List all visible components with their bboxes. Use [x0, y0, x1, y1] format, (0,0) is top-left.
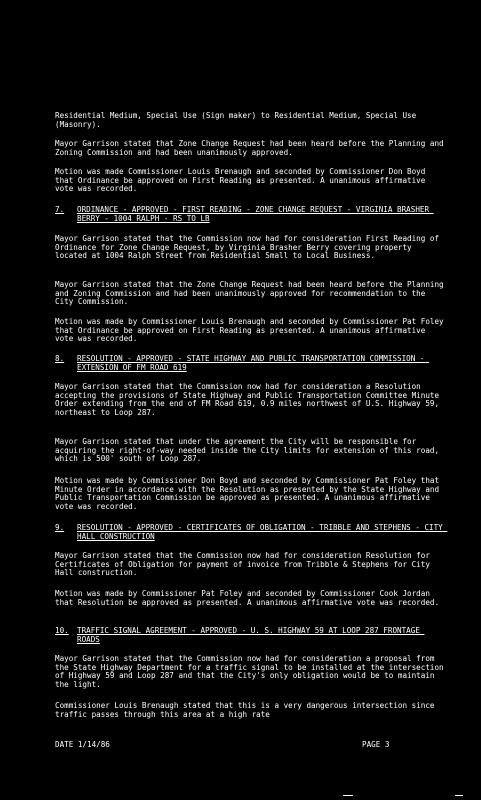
paragraph-mayor-statement: Mayor Garrison stated that under the agreement the City will be responsible for acquiring the right-of-way needed inside the City limits for extension of this road, which is 500' south of Loop 287. — [55, 437, 444, 464]
paragraph-motion: Motion was made by Commissioner Louis Brenaugh and seconded by Commissioner Pat Foley that Ordinance be approved on First Reading as presented. A unanimous affirmative vote was recorded. — [55, 317, 449, 344]
scan-speck — [455, 795, 463, 796]
footer-page-number: PAGE 3 — [362, 740, 390, 749]
paragraph-commissioner-statement: Commissioner Louis Brenaugh stated that this is a very dangerous intersection since traffic passes through this area at a high rate — [55, 701, 440, 719]
section-title: ORDINANCE - APPROVED - FIRST READING - ZONE CHANGE REQUEST - VIRGINIA BRASHER BERRY - 1004 RALPH - RS TO LB — [77, 205, 434, 223]
section-title: TRAFFIC SIGNAL AGREEMENT - APPROVED - U. S. HIGHWAY 59 AT LOOP 287 FRONTAGE ROADS — [77, 626, 425, 644]
paragraph-mayor-statement: Mayor Garrison stated that Zone Change Request had been heard before the Planning and Zoning Commission and had been unanimously approved. — [55, 139, 449, 157]
section-title: RESOLUTION - APPROVED - STATE HIGHWAY AND PUBLIC TRANSPORTATION COMMISSION - EXTENSION OF FM ROAD 619 — [77, 354, 430, 372]
section-number: 8. — [55, 354, 65, 363]
paragraph-motion: Motion was made by Commissioner Pat Foley and seconded by Commissioner Cook Jordan that Resolution be approved as presented. A unanimous affirmative vote was recorded. — [55, 589, 440, 607]
paragraph-mayor-statement: Mayor Garrison stated that the Commission now had for consideration Resolution for Certificates of Obligation for payment of invoice from Tribble & Stephens for City Hall construction. — [55, 551, 435, 578]
paragraph-zoning-carryover: Residential Medium, Special Use (Sign maker) to Residential Medium, Special Use (Masonry). — [55, 111, 421, 129]
section-number: 7. — [55, 205, 65, 214]
paragraph-mayor-statement: Mayor Garrison stated that the Commission now had for consideration a proposal from the State Highway Department for a traffic signal to be installed at the intersection of Highway 59 and Loop 287 and that the City's only obligation would be to maintain the light. — [55, 654, 449, 689]
section-number: 9. — [55, 523, 65, 532]
section-title: RESOLUTION - APPROVED - CERTIFICATES OF OBLIGATION - TRIBBLE AND STEPHENS - CITY HALL CONSTRUCTION — [77, 523, 448, 541]
paragraph-mayor-statement: Mayor Garrison stated that the Zone Change Request had been heard before the Planning and Zoning Commission and had been unanimously approved for recommendation to the City Commission. — [55, 280, 449, 307]
paragraph-mayor-statement: Mayor Garrison stated that the Commission now had for consideration a Resolution accepting the provisions of State Highway and Public Transportation Committee Minute Order extending from the end of FM Road 619, 0.9 miles northwest of U.S. Highway 59, northeast to Loop 287. — [55, 382, 444, 417]
section-number: 10. — [55, 626, 69, 635]
paragraph-motion: Motion was made Commissioner Louis Brenaugh and seconded by Commissioner Don Boyd that Ordinance be approved on First Reading as presented. A unanimous affirmative vote was recorded. — [55, 167, 430, 194]
paragraph-motion: Motion was made by Commissioner Don Boyd and seconded by Commissioner Pat Foley that Minute Order in accordance with the Resolution as presented by the State Highway and Public Transportation Commission be approved as presented. A unanimous affirmative vote was recorded. — [55, 476, 444, 511]
footer-date: DATE 1/14/86 — [55, 740, 110, 749]
scan-speck — [343, 795, 353, 796]
paragraph-mayor-statement: Mayor Garrison stated that the Commission now had for consideration First Reading of Ordinance for Zone Change Request, by Virginia Brasher Berry covering property located at 1004 Ralph Street from Residential Small to Local Business. — [55, 234, 444, 261]
